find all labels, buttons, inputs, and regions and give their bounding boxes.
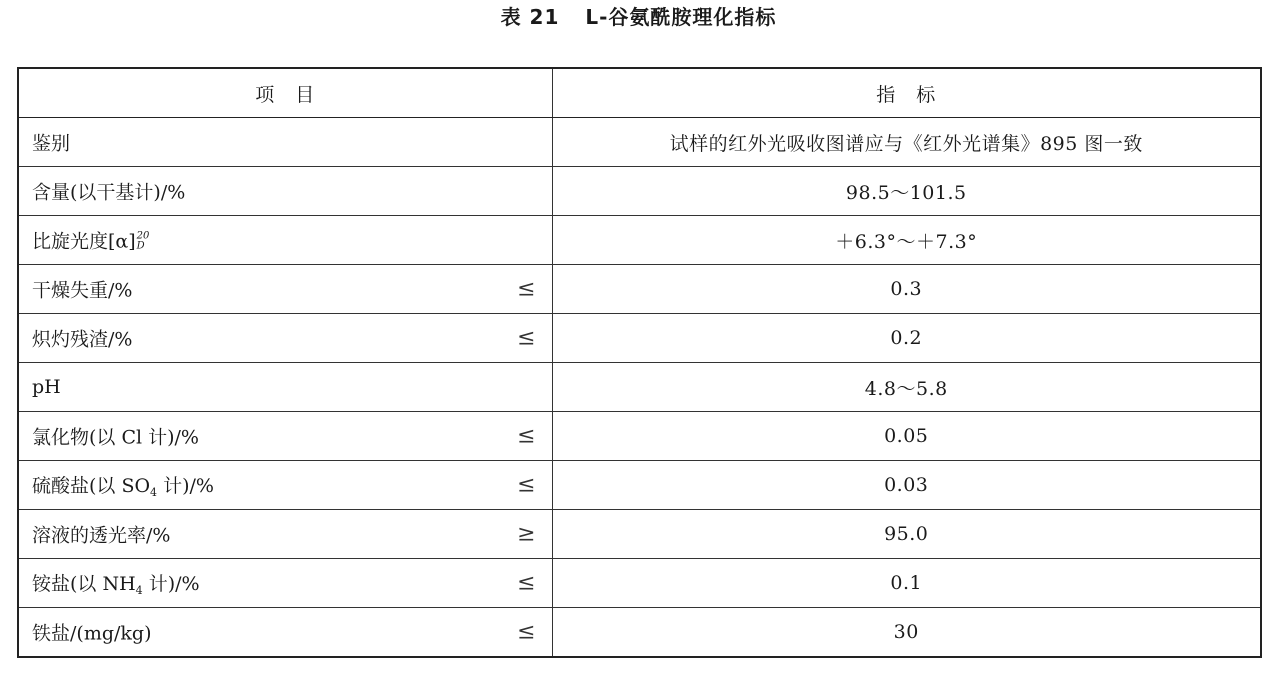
item-cell bbox=[18, 118, 552, 167]
header-spec: 指 标 bbox=[552, 68, 1261, 118]
temperature-wavelength-script bbox=[136, 230, 150, 253]
value-cell: 0.1 bbox=[552, 559, 1261, 608]
temperature-superscript: 20 bbox=[136, 230, 150, 242]
table-row bbox=[18, 510, 1261, 559]
table-title: L-谷氨酰胺理化指标 bbox=[585, 5, 777, 29]
item-name bbox=[32, 471, 214, 499]
table-caption bbox=[0, 2, 1277, 32]
header-row bbox=[18, 68, 1261, 118]
item-name: 干燥失重/% bbox=[32, 279, 133, 302]
table-row bbox=[18, 216, 1261, 265]
table-row bbox=[18, 314, 1261, 363]
item-cell bbox=[18, 216, 552, 265]
item-name: 炽灼残渣/% bbox=[32, 328, 133, 351]
item-cell bbox=[18, 510, 552, 559]
header-item: 项 目 bbox=[18, 68, 552, 118]
value-cell: 试样的红外光吸收图谱应与《红外光谱集》895 图一致 bbox=[552, 118, 1261, 167]
value-cell: 4.8～5.8 bbox=[552, 363, 1261, 412]
item-name bbox=[32, 227, 150, 254]
limit-symbol: ≤ bbox=[517, 619, 536, 645]
item-cell bbox=[18, 461, 552, 510]
item-cell bbox=[18, 363, 552, 412]
value-cell: 98.5～101.5 bbox=[552, 167, 1261, 216]
table-row bbox=[18, 461, 1261, 510]
item-name-suffix: 计)/% bbox=[142, 573, 200, 595]
limit-symbol: ≤ bbox=[517, 472, 536, 498]
table-number: 表 21 bbox=[500, 5, 560, 29]
limit-symbol: ≤ bbox=[517, 276, 536, 302]
value-cell: 0.03 bbox=[552, 461, 1261, 510]
item-name: 溶液的透光率/% bbox=[32, 524, 171, 547]
value-cell: 95.0 bbox=[552, 510, 1261, 559]
item-name-prefix: 铵盐(以 NH bbox=[32, 573, 136, 595]
item-name-prefix: 硫酸盐(以 SO bbox=[32, 475, 151, 497]
limit-symbol: ≤ bbox=[517, 325, 536, 351]
value-cell: 0.3 bbox=[552, 265, 1261, 314]
value-cell: 0.2 bbox=[552, 314, 1261, 363]
item-cell bbox=[18, 412, 552, 461]
value-cell: ＋6.3°～＋7.3° bbox=[552, 216, 1261, 265]
item-name: 鉴别 bbox=[32, 132, 71, 155]
item-cell bbox=[18, 167, 552, 216]
item-name-subscript: 4 bbox=[135, 584, 143, 597]
item-cell bbox=[18, 559, 552, 608]
sodium-d-subscript: D bbox=[136, 240, 145, 252]
table-row bbox=[18, 608, 1261, 658]
item-name: 铁盐/(mg/kg) bbox=[32, 622, 152, 645]
item-cell bbox=[18, 314, 552, 363]
limit-symbol: ≥ bbox=[517, 521, 536, 547]
item-name: 氯化物(以 Cl 计)/% bbox=[32, 426, 199, 449]
item-name-text: 比旋光度[α] bbox=[32, 230, 136, 253]
item-name: 含量(以干基计)/% bbox=[32, 181, 186, 204]
table-row bbox=[18, 118, 1261, 167]
value-cell: 30 bbox=[552, 608, 1261, 658]
table-row bbox=[18, 265, 1261, 314]
value-cell: 0.05 bbox=[552, 412, 1261, 461]
table-row bbox=[18, 412, 1261, 461]
table-row bbox=[18, 167, 1261, 216]
item-name bbox=[32, 569, 200, 597]
item-name: pH bbox=[32, 376, 61, 398]
item-name-suffix: 计)/% bbox=[157, 475, 214, 497]
limit-symbol: ≤ bbox=[517, 570, 536, 596]
item-cell bbox=[18, 608, 552, 658]
item-name-subscript: 4 bbox=[150, 486, 158, 499]
limit-symbol: ≤ bbox=[517, 423, 536, 449]
table-row bbox=[18, 559, 1261, 608]
item-cell bbox=[18, 265, 552, 314]
spec-table bbox=[17, 67, 1262, 658]
table-row bbox=[18, 363, 1261, 412]
